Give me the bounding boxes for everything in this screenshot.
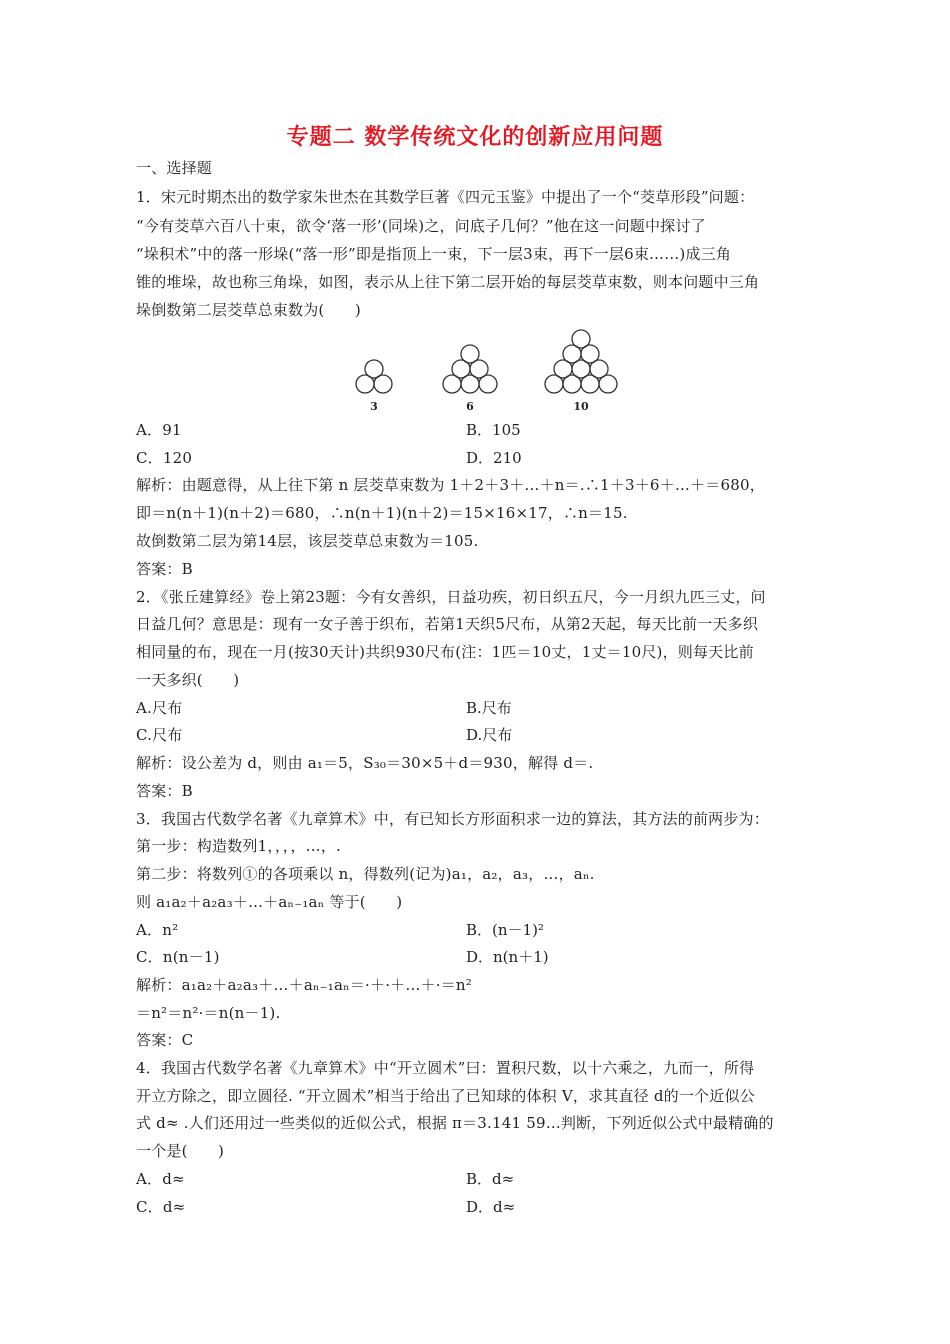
stack-6-circles [443, 345, 497, 393]
q1-option-a: A．91 [136, 421, 182, 439]
q2-option-b: B.尺布 [466, 699, 512, 717]
q3-option-a: A．n² [136, 921, 179, 939]
q2-stem-line: 日益几何？意思是：现有一女子善于织布，若第1天织5尺布，从第2天起，每天比前一天多织 [136, 615, 759, 633]
q2-option-c: C.尺布 [136, 726, 183, 744]
q2-option-d: D.尺布 [466, 726, 513, 744]
q3-answer: 答案：C [136, 1031, 194, 1049]
q2-stem-line: 2．《张丘建算经》卷上第23题：今有女善织，日益功疾，初日织五尺，今一月织九匹三丈，问 [136, 588, 766, 606]
stack-10-circles [545, 330, 617, 393]
q4-option-a: A．d≈ [136, 1170, 185, 1188]
q1-option-c: C．120 [136, 449, 193, 467]
q3-option-c: C．n(n－1) [136, 948, 220, 966]
q2-option-a: A.尺布 [136, 699, 183, 717]
stack-3-circles [356, 360, 392, 393]
q2-stem-line: 一天多织( ) [136, 671, 240, 689]
q3-stem-line: 3．我国古代数学名著《九章算术》中，有已知长方形面积求一边的算法，其方法的前两步为： [136, 810, 769, 828]
q1-stem-line: 锥的堆垛，故也称三角垛，如图，表示从上往下第二层开始的每层茭草束数，则本问题中三角 [136, 273, 760, 291]
q4-option-c: C．d≈ [136, 1198, 186, 1216]
q1-stem-line: “今有茭草六百八十束，欲令‘落一形’(同垛)之，问底子几何？”他在这一问题中探讨了 [136, 217, 706, 235]
q1-option-d: D．210 [466, 449, 522, 467]
q4-stem-line: 式 d≈ .人们还用过一些类似的近似公式，根据 π＝3.141 59…判断，下列近似公式中最精确的 [136, 1114, 774, 1132]
q2-solution-line: 解析：设公差为 d，则由 a₁＝5，S₃₀＝30×5＋d＝930，解得 d＝. [136, 754, 594, 772]
q4-option-d: D．d≈ [466, 1198, 516, 1216]
triangle-stack-figure [350, 322, 620, 414]
q4-option-b: B．d≈ [466, 1170, 515, 1188]
q3-solution-line: ＝n²＝n²·＝n(n－1). [136, 1004, 281, 1022]
q3-stem-line: 则 a₁a₂＋a₂a₃＋…＋aₙ₋₁aₙ 等于( ) [136, 893, 403, 911]
q4-stem-line: 4．我国古代数学名著《九章算术》中“开立圆术”曰：置积尺数，以十六乘之，九而一，所得 [136, 1059, 755, 1077]
figure-label: 6 [466, 400, 474, 413]
q2-stem-line: 相同量的布，现在一月(按30天计)共织930尺布(注：1匹＝10丈，1丈＝10尺)，则每天比前 [136, 643, 754, 661]
figure-label: 10 [573, 400, 589, 413]
q3-option-d: D．n(n＋1) [466, 948, 549, 966]
q3-solution-line: 解析：a₁a₂＋a₂a₃＋…＋aₙ₋₁aₙ＝·＋·＋…＋·＝n² [136, 976, 472, 994]
q1-answer: 答案：B [136, 560, 193, 578]
q4-stem-line: 一个是( ) [136, 1142, 225, 1160]
q1-solution-line: 解析：由题意得，从上往下第 n 层茭草束数为 1＋2＋3＋…＋n＝.∴1＋3＋6＋…＋＝680， [136, 476, 765, 494]
q1-stem-line: “垛积术”中的落一形垛(“落一形”即是指顶上一束，下一层3束，再下一层6束……)成三角 [136, 245, 732, 263]
q1-stem-line: 1．宋元时期杰出的数学家朱世杰在其数学巨著《四元玉鉴》中提出了一个“茭草形段”问题： [136, 188, 755, 206]
q1-stem-line: 垛倒数第二层茭草总束数为( ) [136, 301, 361, 319]
q4-stem-line: 开立方除之，即立圆径. “开立圆术”相当于给出了已知球的体积 V，求其直径 d的一个近似公 [136, 1087, 755, 1105]
q3-option-b: B．(n－1)² [466, 921, 544, 939]
page-title: 专题二 数学传统文化的创新应用问题 [286, 125, 664, 150]
q1-option-b: B．105 [466, 421, 521, 439]
q3-stem-line: 第二步：将数列①的各项乘以 n，得数列(记为)a₁，a₂，a₃，…，aₙ. [136, 865, 595, 883]
q3-stem-line: 第一步：构造数列1，，，，…，. [136, 837, 342, 855]
q1-solution-line: 故倒数第二层为第14层，该层茭草总束数为＝105. [136, 532, 479, 550]
q1-solution-line: 即＝n(n＋1)(n＋2)＝680，∴n(n＋1)(n＋2)＝15×16×17，∴n＝15. [136, 504, 628, 522]
section-heading: 一、选择题 [136, 159, 213, 177]
q2-answer: 答案：B [136, 782, 193, 800]
figure-label: 3 [370, 400, 378, 413]
